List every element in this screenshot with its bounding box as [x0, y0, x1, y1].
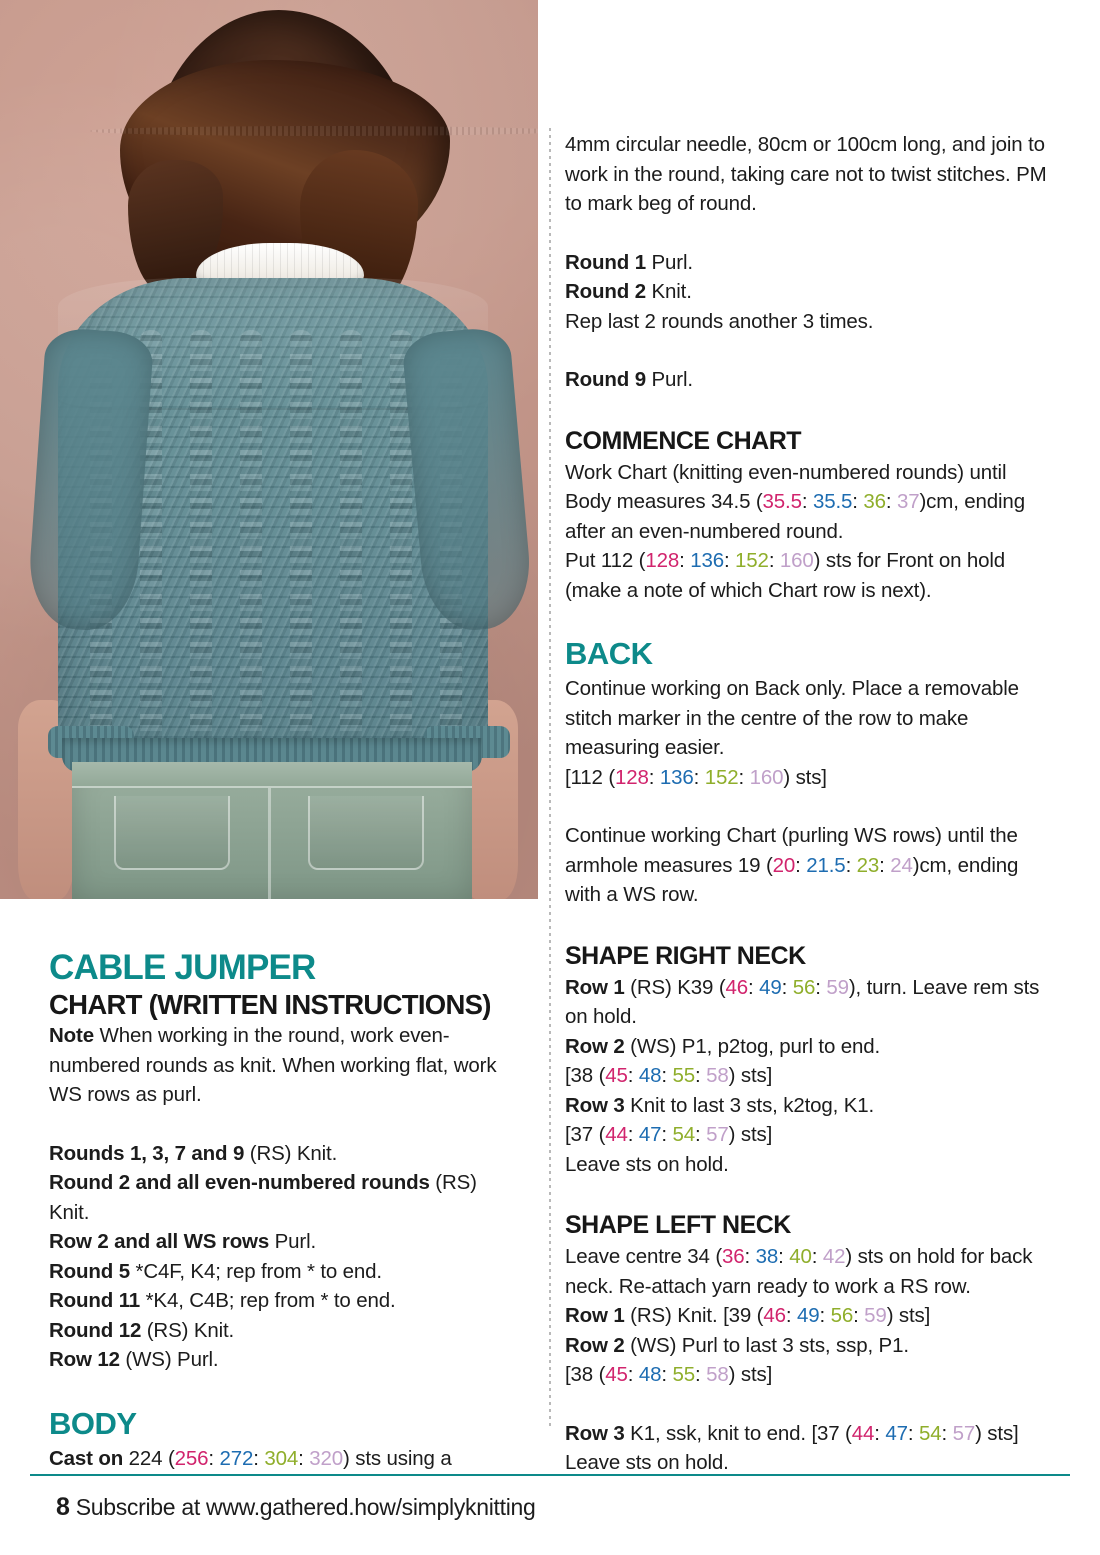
chart-row — [49, 1139, 501, 1169]
jeans-pocket-right — [308, 796, 424, 870]
size-value-5: 42 — [822, 1245, 846, 1268]
line-pre: [38 ( — [565, 1064, 606, 1087]
size-value-2: 256 — [174, 1446, 209, 1470]
size-value-5: 160 — [749, 765, 784, 789]
row-label: Row 1 — [565, 1304, 625, 1327]
section-heading-back: BACK — [565, 636, 653, 671]
spacer — [565, 395, 1047, 424]
size-value-5: 37 — [896, 490, 920, 513]
size-value-3: 136 — [690, 549, 724, 572]
line-post: ) sts] — [728, 1363, 773, 1386]
chart-row-label: Round 12 — [49, 1318, 142, 1342]
chart-row — [49, 1257, 501, 1287]
round-label: Round 1 — [565, 250, 646, 274]
row-text: Knit to last 3 sts, k2tog, K1. — [624, 1093, 875, 1117]
right-neck-leave-line: Leave sts on hold. — [565, 1152, 729, 1176]
size-value-3: 47 — [638, 1123, 662, 1146]
size-value-2: 128 — [615, 765, 649, 789]
page-title: CABLE JUMPER — [49, 948, 316, 987]
row-label: Row 3 — [565, 1421, 625, 1445]
size-value-2: 46 — [763, 1304, 786, 1327]
row-label: Row 2 — [565, 1333, 625, 1357]
size-value-5: 57 — [706, 1123, 729, 1146]
size-value-3: 35.5 — [812, 490, 853, 513]
rep-line: Rep last 2 rounds another 3 times. — [565, 309, 874, 333]
note-label: Note — [49, 1024, 94, 1047]
commence-chart-line2: Put 112 (128: 136: 152: 160) sts for Front on hold (make a note of which Chart row is next). — [565, 549, 1006, 602]
left-neck-row2-sts: [38 (45: 48: 55: 58) sts] — [565, 1363, 773, 1386]
line-post: )cm, ending after an even-numbered round. — [565, 490, 1025, 543]
line-pre: (RS) Knit. [39 ( — [624, 1304, 764, 1327]
line-post: ) sts] — [728, 1123, 773, 1146]
cast-on-label: Cast on — [49, 1446, 124, 1470]
size-value-2: 45 — [605, 1363, 628, 1386]
back-sts-line: [112 (128: 136: 152: 160) sts] — [565, 765, 827, 789]
spacer — [565, 1179, 1047, 1208]
footer-subscribe-text[interactable]: Subscribe at www.gathered.how/simplyknitting — [75, 1494, 536, 1520]
round-label: Round 2 — [565, 280, 646, 303]
chart-row-label: Row 12 — [49, 1348, 120, 1371]
chart-row-label: Row 2 and all WS rows — [49, 1230, 270, 1253]
section-heading-commence-chart: COMMENCE CHART — [565, 426, 802, 455]
chart-row-label: Round 5 — [49, 1259, 130, 1283]
spacer — [565, 336, 1047, 365]
cast-on-tail: ) sts using a — [343, 1446, 452, 1470]
line-post: ) sts] — [728, 1064, 773, 1087]
spacer — [49, 1110, 501, 1139]
jeans-pocket-left — [114, 796, 230, 870]
round-text: Purl. — [645, 368, 693, 391]
size-value-5: 58 — [706, 1363, 729, 1386]
chart-row-text: Purl. — [269, 1230, 317, 1253]
size-value-5: 24 — [890, 853, 913, 877]
size-value-4: 56 — [830, 1304, 854, 1327]
round-text: Purl. — [645, 250, 693, 274]
size-value-2: 35.5 — [762, 490, 802, 513]
chart-row — [49, 1227, 501, 1257]
size-value-4: 56 — [792, 975, 816, 999]
footer-divider-rule — [30, 1474, 1070, 1476]
chart-row-label: Round 11 — [49, 1289, 141, 1312]
size-value-4: 40 — [789, 1245, 812, 1268]
section-heading-body: BODY — [49, 1405, 137, 1441]
chart-row-label: Rounds 1, 3, 7 and 9 — [49, 1141, 245, 1165]
round-9-line — [565, 365, 1047, 395]
size-value-2: 20 — [772, 853, 796, 877]
note-text: When working in the round, work even-numbered rounds as knit. When working flat, work WS rows as purl. — [49, 1024, 497, 1106]
body-cast-on: Cast on 224 (256: 272: 304: 320) sts using a — [49, 1446, 452, 1470]
line-pre: Continue working Chart (purling WS rows) until the armhole measures 19 ( — [565, 824, 1018, 877]
line-post: ) sts] — [975, 1421, 1019, 1445]
size-value-4: 152 — [735, 549, 769, 572]
round-line — [565, 248, 1047, 278]
right-neck-row3-sts: [37 (44: 47: 54: 57) sts] — [565, 1123, 773, 1146]
left-neck-row2 — [565, 1331, 1047, 1361]
line-post: )cm, ending with a WS row. — [565, 853, 1019, 906]
size-value-5: 320 — [309, 1446, 343, 1470]
line-pre: [37 ( — [565, 1123, 606, 1146]
size-value-5: 58 — [706, 1064, 729, 1087]
section-heading-shape-right-neck: SHAPE RIGHT NECK — [565, 941, 806, 970]
size-value-3: 38 — [755, 1245, 779, 1268]
size-value-2: 128 — [645, 549, 680, 572]
cast-on-base: 224 ( — [123, 1446, 175, 1470]
right-neck-row1: Row 1 (RS) K39 (46: 49: 56: 59), turn. Leave rem sts on hold. — [565, 975, 1040, 1028]
size-value-4: 54 — [672, 1123, 696, 1146]
size-value-4: 304 — [264, 1446, 299, 1470]
line-post: ) sts for Front on hold (make a note of which Chart row is next). — [565, 549, 1006, 602]
size-value-3: 272 — [219, 1446, 254, 1470]
size-value-4: 54 — [918, 1421, 942, 1445]
size-value-5: 57 — [952, 1421, 976, 1445]
size-value-3: 48 — [638, 1363, 662, 1386]
page-number: 8 — [56, 1493, 70, 1521]
back-paragraph: Continue working on Back only. Place a removable stitch marker in the centre of the row to make measuring easier. — [565, 677, 1019, 759]
jeans-waistband — [72, 762, 472, 788]
size-value-2: 36 — [722, 1245, 745, 1268]
line-post: ) sts] — [783, 765, 827, 789]
spacer — [565, 792, 1047, 821]
line-pre: Put 112 ( — [565, 549, 646, 572]
size-value-3: 49 — [796, 1304, 820, 1327]
chart-row-text: (RS) Knit. — [244, 1141, 338, 1165]
line-post: ) sts] — [886, 1304, 931, 1327]
size-value-5: 59 — [864, 1304, 887, 1327]
right-neck-row2 — [565, 1032, 1047, 1062]
yoke-seam — [90, 126, 538, 136]
left-text-column — [49, 948, 501, 1473]
chart-row — [49, 1168, 501, 1227]
chart-row-text: *K4, C4B; rep from * to end. — [140, 1289, 396, 1312]
chart-note — [49, 1021, 501, 1110]
round-text: Knit. — [645, 280, 692, 303]
size-value-3: 48 — [638, 1064, 662, 1087]
chart-row — [49, 1286, 501, 1316]
chart-row-text: (WS) Purl. — [119, 1348, 219, 1371]
right-neck-row3 — [565, 1091, 1047, 1121]
size-value-2: 44 — [851, 1421, 875, 1445]
spacer — [565, 219, 1047, 248]
column-divider — [549, 128, 551, 1430]
left-neck-row1: Row 1 (RS) Knit. [39 (46: 49: 56: 59) sts] — [565, 1304, 931, 1327]
left-neck-intro: Leave centre 34 (36: 38: 40: 42) sts on hold for back neck. Re-attach yarn ready to work a RS row. — [565, 1245, 1033, 1298]
line-post: ), turn. Leave rem sts on hold. — [565, 975, 1040, 1028]
size-value-3: 49 — [759, 975, 782, 999]
spacer — [565, 910, 1047, 939]
line-pre: K1, ssk, knit to end. [37 ( — [624, 1421, 852, 1445]
size-value-4: 55 — [672, 1064, 696, 1087]
size-value-5: 160 — [779, 549, 814, 572]
round-line — [565, 277, 1047, 307]
spacer — [565, 605, 1047, 634]
needle-paragraph: 4mm circular needle, 80cm or 100cm long, and join to work in the round, taking care not to twist stitches. PM to mark beg of round. — [565, 133, 1047, 215]
right-text-column — [565, 130, 1047, 1478]
size-value-4: 152 — [704, 765, 739, 789]
chart-row-text: *C4F, K4; rep from * to end. — [129, 1259, 382, 1283]
line-pre: [112 ( — [565, 765, 615, 789]
size-value-3: 47 — [885, 1421, 908, 1445]
chart-row-text: (RS) Knit. — [141, 1318, 235, 1342]
commence-chart-line1: Work Chart (knitting even-numbered rounds) until Body measures 34.5 (35.5: 35.5: 36: 37)cm, ending after an even-numbered round. — [565, 460, 1025, 543]
back-armhole-line: Continue working Chart (purling WS rows) until the armhole measures 19 (20: 21.5: 23: 24)cm, ending with a WS row. — [565, 824, 1019, 906]
row-text: (WS) Purl to last 3 sts, ssp, P1. — [624, 1333, 909, 1357]
row-label: Row 3 — [565, 1093, 625, 1117]
size-value-2: 46 — [725, 975, 749, 999]
row-label: Row 1 — [565, 975, 625, 999]
chart-row-label: Round 2 and all even-numbered rounds — [49, 1171, 430, 1194]
size-value-4: 23 — [856, 853, 880, 877]
size-value-4: 55 — [672, 1363, 696, 1386]
left-neck-leave-line: Leave sts on hold. — [565, 1451, 729, 1474]
chart-subtitle: CHART (WRITTEN INSTRUCTIONS) — [49, 989, 491, 1020]
right-neck-row2-sts: [38 (45: 48: 55: 58) sts] — [565, 1064, 773, 1087]
footer — [56, 1492, 536, 1522]
row-text: (WS) P1, p2tog, purl to end. — [624, 1034, 881, 1058]
round-label: Round 9 — [565, 368, 646, 391]
row-label: Row 2 — [565, 1034, 625, 1058]
size-value-4: 36 — [863, 490, 886, 513]
jeans-centre-seam — [268, 788, 271, 899]
left-neck-row3: Row 3 K1, ssk, knit to end. [37 (44: 47: 54: 57) sts] — [565, 1421, 1019, 1445]
line-pre: Leave centre 34 ( — [565, 1245, 722, 1268]
spacer — [49, 1375, 501, 1404]
chart-row — [49, 1316, 501, 1346]
chart-row — [49, 1345, 501, 1375]
size-value-3: 21.5 — [806, 853, 846, 877]
section-heading-shape-left-neck: SHAPE LEFT NECK — [565, 1211, 791, 1239]
product-photo — [0, 0, 538, 899]
line-pre: [38 ( — [565, 1363, 606, 1386]
spacer — [565, 1390, 1047, 1419]
model-jeans — [72, 762, 472, 899]
size-value-5: 59 — [826, 975, 849, 999]
line-pre: Work Chart (knitting even-numbered rounds) until Body measures 34.5 ( — [565, 460, 1007, 513]
chart-row-text: (RS) Knit. — [49, 1171, 477, 1224]
size-value-2: 44 — [605, 1123, 628, 1146]
size-value-3: 136 — [659, 765, 694, 789]
line-post: ) sts on hold for back neck. Re-attach yarn ready to work a RS row. — [565, 1245, 1033, 1298]
size-value-2: 45 — [605, 1064, 628, 1087]
line-pre: (RS) K39 ( — [624, 975, 726, 999]
